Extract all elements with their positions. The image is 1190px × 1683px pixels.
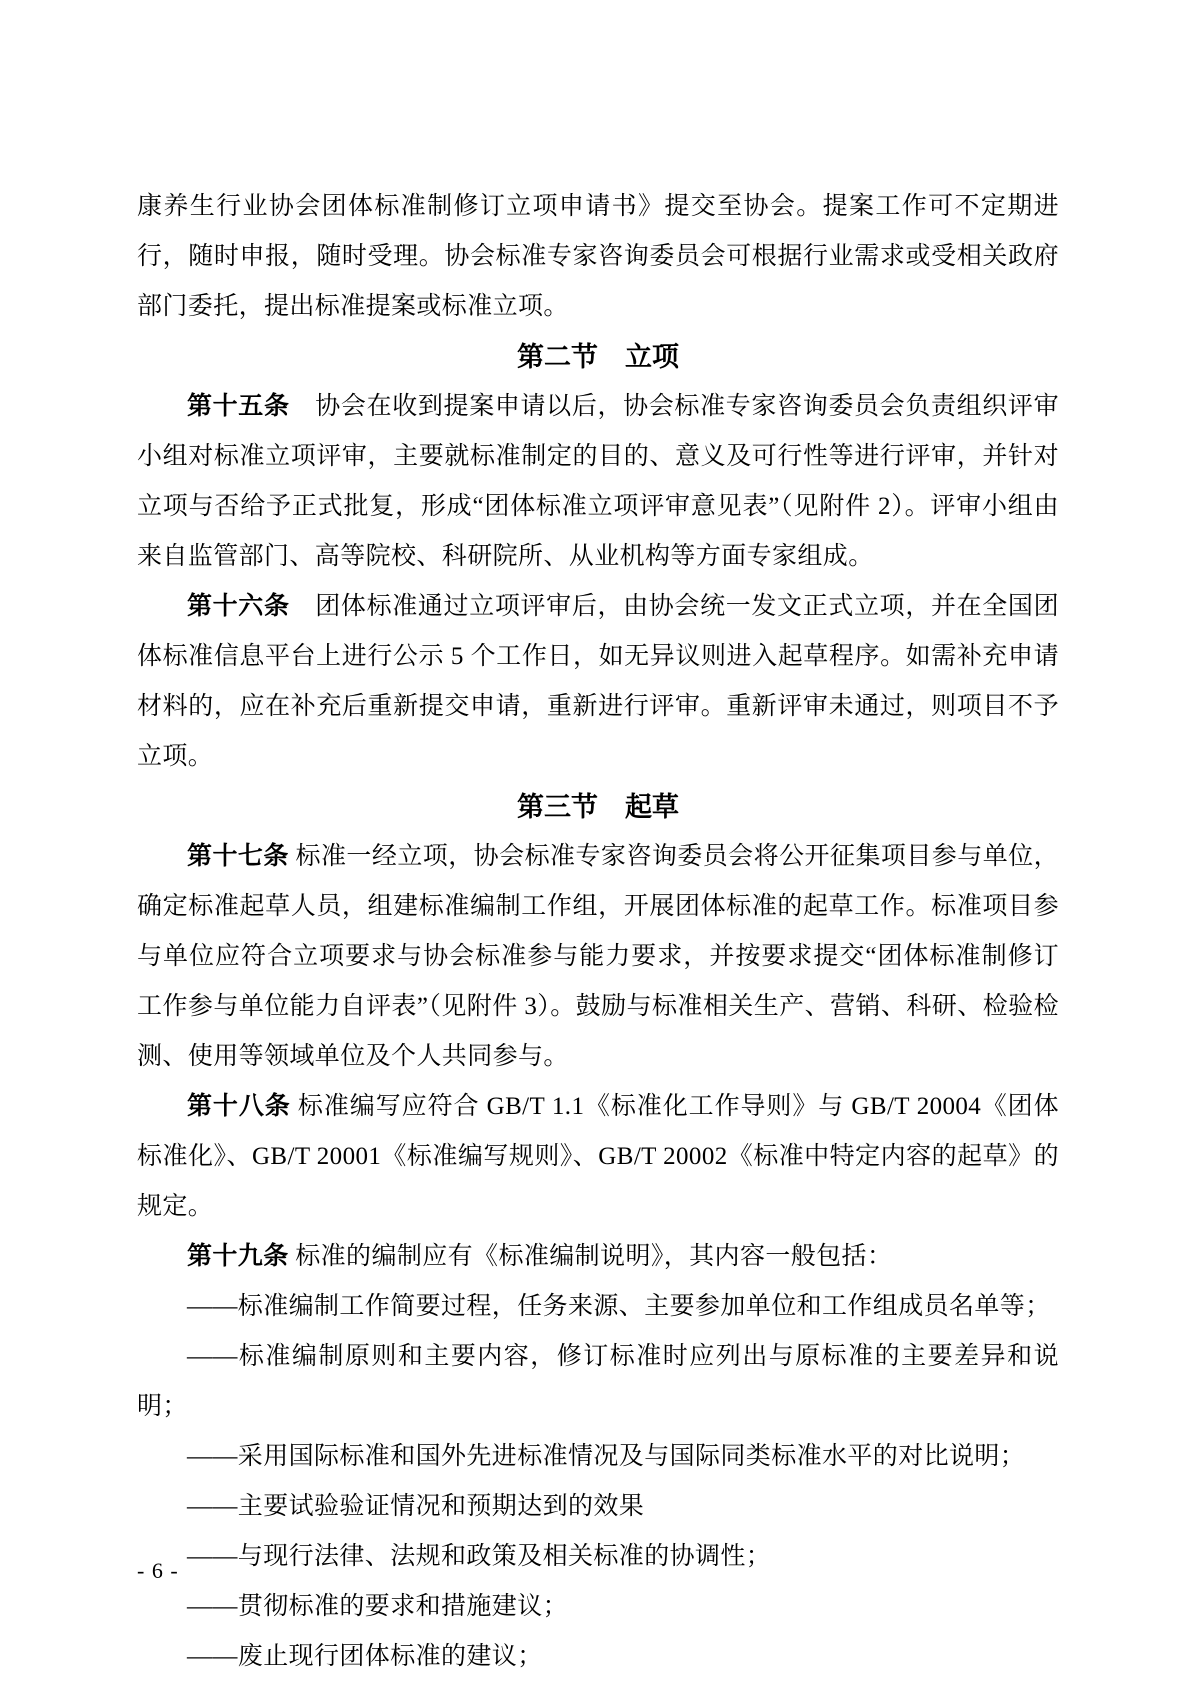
- article-19-label: 第十九条: [187, 1243, 289, 1270]
- intro-paragraph: 康养生行业协会团体标准制修订立项申请书》提交至协会。提案工作可不定期进行，随时申报，随时受理。协会标准专家咨询委员会可根据行业需求或受相关政府部门委托，提出标准提案或标准立项。: [137, 193, 1059, 320]
- article-16-paragraph: [137, 582, 1059, 782]
- list-item-coordination: ——与现行法律、法规和政策及相关标准的协调性；: [187, 1543, 772, 1570]
- article-18-paragraph: [137, 1082, 1059, 1232]
- article-16-text: 团体标准通过立项评审后，由协会统一发文正式立项，并在全国团体标准信息平台上进行公示 5 个工作日，如无异议则进入起草程序。如需补充申请材料的，应在补充后重新提交申请，重新进行评审。重新评审未通过，则项目不予立项。: [137, 593, 1059, 770]
- list-item-international: ——采用国际标准和国外先进标准情况及与国际同类标准水平的对比说明；: [187, 1443, 1026, 1470]
- list-item-implementation: ——贯彻标准的要求和措施建议；: [187, 1593, 569, 1620]
- list-item-process: ——标准编制工作简要过程，任务来源、主要参加单位和工作组成员名单等；: [187, 1293, 1051, 1320]
- article-17-text: 标准一经立项，协会标准专家咨询委员会将公开征集项目参与单位，确定标准起草人员，组建标准编制工作组，开展团体标准的起草工作。标准项目参与单位应符合立项要求与协会标准参与能力要求，并按要求提交“团体标准制修订工作参与单位能力自评表”（见附件 3）。鼓励与标准相关生产、营销、科研、检验检测、使用等领域单位及个人共同参与。: [137, 843, 1059, 1070]
- section-heading-qicao: 第三节 起草: [517, 792, 679, 822]
- list-item-principles: ——标准编制原则和主要内容，修订标准时应列出与原标准的主要差异和说明；: [137, 1343, 1059, 1420]
- article-19-text: 标准的编制应有《标准编制说明》，其内容一般包括：: [288, 1243, 893, 1270]
- list-item-validation: ——主要试验验证情况和预期达到的效果: [187, 1493, 645, 1520]
- article-16-label: 第十六条: [187, 593, 290, 620]
- article-18-label: 第十八条: [187, 1093, 291, 1120]
- article-17-label: 第十七条: [187, 843, 289, 870]
- article-18-text: 标准编写应符合 GB/T 1.1《标准化工作导则》与 GB/T 20004《团体标准化》、GB/T 20001《标准编写规则》、GB/T 20002《标准中特定内容的起草》的规定。: [137, 1093, 1059, 1220]
- article-19-paragraph: [137, 1232, 1059, 1282]
- list-item-abolition: ——废止现行团体标准的建议；: [187, 1643, 543, 1670]
- article-17-paragraph: [137, 832, 1059, 1082]
- page-number: - 6 -: [137, 1558, 179, 1583]
- article-15-paragraph: [137, 382, 1059, 582]
- article-15-text: 协会在收到提案申请以后，协会标准专家咨询委员会负责组织评审小组对标准立项评审，主要就标准制定的目的、意义及可行性等进行评审，并针对立项与否给予正式批复，形成“团体标准立项评审意见表”（见附件 2）。评审小组由来自监管部门、高等院校、科研院所、从业机构等方面专家组成。: [137, 393, 1059, 570]
- article-15-label: 第十五条: [187, 393, 290, 420]
- section-heading-lixiang: 第二节 立项: [517, 342, 679, 372]
